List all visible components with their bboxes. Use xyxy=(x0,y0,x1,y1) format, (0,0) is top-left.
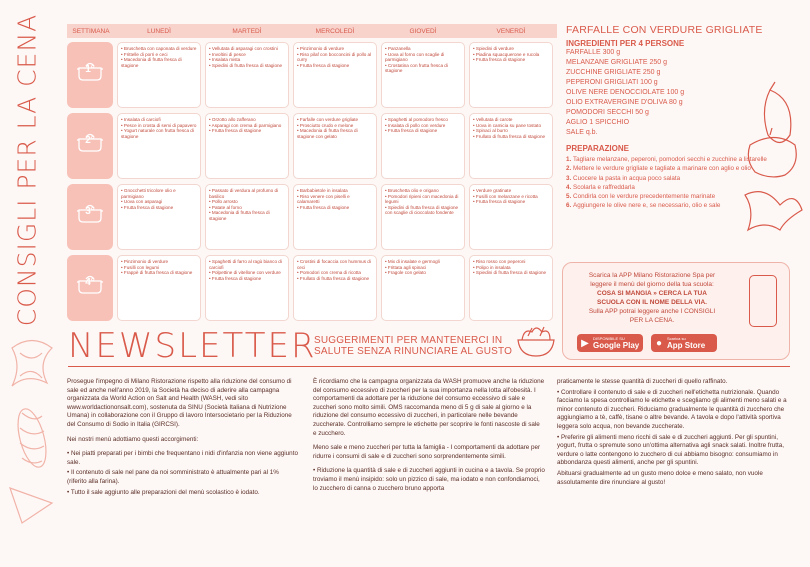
menu-day-cell xyxy=(381,184,465,250)
menu-day-cell xyxy=(205,42,289,108)
ingredient-item: PEPERONI GRIGLIATI 100 g xyxy=(566,79,658,86)
header-lunedi: LUNEDÌ xyxy=(147,27,171,35)
menu-week-row xyxy=(67,42,557,108)
divider xyxy=(68,366,790,367)
menu-item: • Pomodori ripieni con macedonia di legumi xyxy=(385,193,459,205)
menu-item: • Spaghetti di farro al ragù bianco di carciofi xyxy=(209,259,282,270)
pasta-illustration xyxy=(2,328,64,528)
app-store-button[interactable]: ● Scarica su App Store xyxy=(651,334,717,352)
menu-item: • Spinaci al burro xyxy=(473,128,508,134)
prep-step: 2. Mettere le verdure grigliate e tagliate a marinare con aglio e olio xyxy=(566,165,751,173)
week-label xyxy=(67,184,113,250)
menu-item: • Riso venere con piselli e calamaretti xyxy=(297,193,350,205)
app-line: Scarica la APP Milano Ristorazione Spa per xyxy=(588,272,716,279)
menu-item: • Asparagi con crema di parmigiano xyxy=(209,122,282,128)
menu-item: • Fusilli con melanzane e ricotta xyxy=(473,193,538,199)
paragraph: Meno sale e meno zuccheri per tutta la famiglia - I comportamenti da adottare per ridurre i consumi di sale e di zuccheri sono sorprendentemente simili. xyxy=(313,444,541,460)
paragraph: • Il contenuto di sale nel pane da noi somministrato è attualmente pari al 1% (riferito alla farina). xyxy=(67,469,279,485)
google-play-button[interactable]: ▶ DISPONIBILE SU Google Play xyxy=(577,334,643,352)
week-label xyxy=(67,255,113,321)
menu-day-cell xyxy=(117,255,201,321)
menu-item: • Frittelle di porri e ceci xyxy=(121,51,168,57)
menu-day-cell xyxy=(205,113,289,179)
menu-item: • Pinzimonio di verdure xyxy=(297,46,345,51)
menu-item: • Yogurt naturale con frutta fresca di stagione xyxy=(121,128,194,139)
header-martedi: MARTEDÌ xyxy=(232,27,262,35)
menu-item: • Farfalle con verdure grigliate xyxy=(297,117,359,122)
menu-item: • Involtini di pesce xyxy=(209,51,246,57)
menu-item: • Frutta fresca di stagione xyxy=(209,128,262,134)
menu-week-row xyxy=(67,113,557,179)
app-promo-text xyxy=(567,271,737,325)
menu-day-cell xyxy=(381,255,465,321)
menu-item: • Gnocchetti tricolore olio e parmigiano xyxy=(121,188,176,199)
menu-item: • Frutta fresca di stagione xyxy=(121,204,174,210)
menu-day-cell xyxy=(293,255,377,321)
menu-item: • Frutta fresca di stagione xyxy=(473,57,526,63)
paragraph: Prosegue l'impegno di Milano Ristorazione rispetto alla riduzione del consumo di sale ed anche nell'anno 2019, la Società ha deciso di aderire alla campagna organizzata da World Action on Salt and Health (WASH, vedi sito www.worldactiononsalt.com), sostenuta da SINU (Società Italiana di Nutrizione Umana) in collaborazione con il Gruppo di lavoro Intersocietario per la Riduzione del Consumo di Sodio in Italia (GIRCSI). xyxy=(67,378,292,428)
vertical-title-text: CONSIGLI PER LA CENA xyxy=(12,13,42,327)
menu-item: • Pesce in crosta di semi di papavero xyxy=(121,122,197,128)
menu-day-cell xyxy=(117,184,201,250)
ingredient-item: OLIVE NERE DENOCCIOLATE 100 g xyxy=(566,89,685,96)
menu-item: • Panzanella xyxy=(385,46,411,51)
menu-day-cell xyxy=(293,42,377,108)
menu-day-cell xyxy=(469,42,553,108)
ingredient-item: AGLIO 1 SPICCHIO xyxy=(566,119,630,126)
menu-item: • Spiedini di frutta fresca di stagione xyxy=(473,270,547,276)
menu-day-cell xyxy=(205,184,289,250)
menu-day-cell xyxy=(205,255,289,321)
menu-item: • Frutta fresca di stagione xyxy=(297,62,350,68)
ingredient-list xyxy=(566,48,802,138)
week-number: 2° xyxy=(85,135,95,146)
menu-item: • Bruschetta con caponata di verdure xyxy=(121,46,197,51)
menu-week-row xyxy=(67,184,557,250)
menu-item: • Uova con asparagi xyxy=(121,199,163,205)
week-label xyxy=(67,42,113,108)
menu-item: • Vellutata di asparagi con crostini xyxy=(209,46,278,51)
menu-day-cell xyxy=(293,184,377,250)
menu-item: • Fragole con gelato xyxy=(385,270,426,276)
menu-item: • Insalata mista xyxy=(209,57,241,63)
menu-item: • Bruschetta olio e origano xyxy=(385,188,439,193)
recipe-title: FARFALLE CON VERDURE GRIGLIATE xyxy=(566,24,763,36)
newsletter-subtitle: SUGGERIMENTI PER MANTENERCI IN SALUTE SENZA RINUNCIARE AL GUSTO xyxy=(314,335,513,357)
recipe-panel xyxy=(566,24,802,211)
prep-step: 3. Cuocere la pasta in acqua poco salata xyxy=(566,174,681,182)
prep-step: 4. Scolarla e raffreddarla xyxy=(566,183,635,191)
app-line: COSA SI MANGIA » CERCA LA TUA xyxy=(597,290,707,297)
menu-day-cell xyxy=(117,42,201,108)
app-line: Sulla APP potrai leggere anche I CONSIGLI xyxy=(588,308,716,315)
menu-day-cell xyxy=(469,255,553,321)
menu-item: • Verdure gratinate xyxy=(473,188,512,193)
app-promo-box xyxy=(562,262,790,360)
menu-item: • Pomodori con crema di ricotta xyxy=(297,270,361,276)
header-venerdi: VENERDÌ xyxy=(496,27,526,35)
prep-steps xyxy=(566,155,802,211)
menu-item: • Frullato di frutta fresca di stagione xyxy=(473,133,546,139)
menu-item: • Polipo in insalata xyxy=(473,264,511,270)
menu-day-cell xyxy=(469,184,553,250)
prep-step: 1. Tagliare melanzane, peperoni, pomodori secchi e zucchine a listarelle xyxy=(566,156,767,163)
menu-item: • Uova al forno con scaglie di parmigiano xyxy=(385,51,445,63)
paragraph: • Controllare il contenuto di sale e di zuccheri nell'etichetta nutrizionale. Quando facciamo la spesa controlliamo le etichette e scegliamo gli alimenti meno salati e a minor contenuto di zuccheri. Riduciamo gradualmente le quantità di zucchero che aggiungiamo a tè, caffè, tisane o altre bevande. A tavola e dopo l'attività sportiva leggera solo acqua, non bevande zuccherate. xyxy=(557,388,787,430)
ingredient-item: POMODORI SECCHI 50 g xyxy=(566,109,649,116)
menu-item: • Frutta fresca di stagione xyxy=(473,199,526,205)
ingredient-item: ZUCCHINE GRIGLIATE 250 g xyxy=(566,69,661,76)
phone-icon xyxy=(749,275,777,327)
menu-day-cell xyxy=(469,113,553,179)
vertical-title xyxy=(4,13,50,327)
week-label xyxy=(67,113,113,179)
menu-item: • Orzotto allo zafferano xyxy=(209,117,256,122)
menu-day-cell xyxy=(381,113,465,179)
week-number: 1° xyxy=(85,64,95,75)
menu-item: • Frutta fresca di stagione xyxy=(385,128,438,134)
apple-icon: ● xyxy=(655,337,663,349)
menu-item: • Insalata di carciofi xyxy=(121,117,161,122)
prep-title: PREPARAZIONE xyxy=(566,144,629,153)
paragraph: Nei nostri menù adottiamo questi accorgimenti: xyxy=(67,435,199,443)
menu-item: • Frutta fresca di stagione xyxy=(209,275,262,281)
menu-item: • Spaghetti al pomodoro fresco xyxy=(385,117,448,122)
menu-item: • Frappè di frutta fresca di stagione xyxy=(121,270,193,276)
paragraph: • Riduzione la quantità di sale e di zuccheri aggiunti in cucina e a tavola. Se proprio troviamo il menù insipido: solo un pizzico di sale, ma iodato e non confondiamoci, lo zucchero di canna o zucchero bruno apporta xyxy=(313,467,545,492)
app-line: PER LA CENA. xyxy=(629,317,675,324)
paragraph: • Nei piatti preparati per i bimbi che frequentano i nidi d'infanzia non viene aggiunto sale. xyxy=(67,450,298,466)
paragraph: • Preferire gli alimenti meno ricchi di sale e di zuccheri aggiunti. Per gli spuntini, yogurt, frutta o spremute sono un'ottima alternativa agli snack salati. Inoltre frutta, verdure o latte contengono lo zucchero di cui abbiamo bisogno: consumiamo in abbondanza questi alimenti, anche per gli spuntini. xyxy=(557,433,784,467)
app-line: SCUOLA CON IL NOME DELLA VIA. xyxy=(597,299,707,306)
prep-step: 5. Condirla con le verdure precedentemente marinate xyxy=(566,193,716,201)
menu-item: • Prosciutto crudo e melone xyxy=(297,122,354,128)
menu-day-cell xyxy=(381,42,465,108)
menu-item: • Macedonia di frutta fresca di stagione con gelato xyxy=(297,128,358,139)
week-number: 4° xyxy=(85,277,95,288)
menu-item: • Fusilli con legumi xyxy=(121,264,160,270)
menu-item: • Vellutata di carote xyxy=(473,117,513,122)
ingredient-item: MELANZANE GRIGLIATE 250 g xyxy=(566,59,668,66)
ingredient-item: FARFALLE 300 g xyxy=(566,49,621,56)
play-icon: ▶ xyxy=(581,337,589,349)
recipe-subtitle: INGREDIENTI PER 4 PERSONE xyxy=(566,39,685,48)
menu-item: • Crostatina con frutta fresca di stagione xyxy=(385,62,448,74)
menu-item: • Frutta fresca di stagione xyxy=(297,204,350,210)
menu-table xyxy=(67,24,557,326)
header-settimana: SETTIMANA xyxy=(72,27,110,35)
header-giovedi: GIOVEDÌ xyxy=(409,27,437,35)
prep-step: 6. Aggiungere le olive nere e, se necessario, olio e sale xyxy=(566,202,721,210)
menu-item: • Mix di insalate e germogli xyxy=(385,259,440,264)
newsletter-title: NEWSLETTER xyxy=(68,326,317,366)
newsletter-column-1 xyxy=(67,378,300,503)
menu-item: • Patate al forno xyxy=(209,204,242,210)
menu-item: • Riso pilaf con bocconcini di pollo al curry xyxy=(297,51,372,63)
menu-item: • Barbabietole in insalata xyxy=(297,188,348,193)
menu-item: • Macedonia di frutta fresca di stagione xyxy=(121,57,182,68)
header-mercoledi: MERCOLEDÌ xyxy=(315,27,355,35)
menu-weeks xyxy=(67,42,557,321)
menu-item: • Pollo arrosto xyxy=(209,199,238,205)
menu-item: • Passato di verdura al profumo di basilico xyxy=(209,188,279,199)
menu-header-row xyxy=(67,24,557,38)
ingredient-item: SALE q.b. xyxy=(566,129,598,136)
menu-item: • Macedonia di frutta fresca di stagione xyxy=(209,210,270,221)
ingredient-item: OLIO EXTRAVERGINE D'OLIVA 80 g xyxy=(566,99,683,106)
paragraph: È ricordiamo che la campagna organizzata da WASH promuove anche la riduzione del consumo eccessivo di zuccheri per la sua importanza nella lotta all'obesità. I comportamenti da adottare per la riduzione del consumo eccessivo di sale e zuccheri sono molto simili. OMS raccomanda meno di 5 g di sale al giorno e la riduzione del consumo eccessivo di zuccheri, in particolare nelle bevande zuccherate. Controlliamo sempre le etichette per scoprire le fonti nascoste di sale e zucchero. xyxy=(313,378,545,437)
menu-item: • Polpettine di vitellone con verdure xyxy=(209,270,281,276)
menu-item: • Riso rosso con peperoni xyxy=(473,259,526,264)
menu-week-row xyxy=(67,255,557,321)
paragraph: • Tutto il sale aggiunto alle preparazioni del menù scolastico è iodato. xyxy=(67,488,260,496)
newsletter-column-2 xyxy=(313,378,545,499)
app-line: leggere il menù del giorno della tua scuola: xyxy=(590,281,714,288)
newsletter-column-3 xyxy=(557,378,790,493)
menu-day-cell xyxy=(117,113,201,179)
paragraph: praticamente le stesse quantità di zuccheri di quello raffinato. xyxy=(557,378,728,385)
menu-item: • Piadina squacquerone e rucola xyxy=(473,51,540,57)
paragraph: Abituarsi gradualmente ad un gusto meno dolce e meno salato, non vuole assolutamente dire rinunciare al gusto! xyxy=(557,469,763,486)
week-number: 3° xyxy=(85,206,95,217)
menu-item: • Spiedini di frutta fresca di stagione con scaglie di cioccolato fondente xyxy=(385,204,459,216)
menu-item: • Pinzimonio di verdure xyxy=(121,259,169,264)
menu-item: • Insalata di pollo con verdure xyxy=(385,122,446,128)
menu-item: • Crostini di focaccia con hummus di ceci xyxy=(297,259,371,270)
menu-item: • Spiedini di verdure xyxy=(473,46,514,51)
menu-item: • Uova in camicia su pane tostato xyxy=(473,122,541,128)
menu-item: • Spiedini di frutta fresca di stagione xyxy=(209,62,283,68)
menu-day-cell xyxy=(293,113,377,179)
menu-item: • Frullato di frutta fresca di stagione xyxy=(297,275,370,281)
menu-item: • Frittata agli spinaci xyxy=(385,264,427,270)
